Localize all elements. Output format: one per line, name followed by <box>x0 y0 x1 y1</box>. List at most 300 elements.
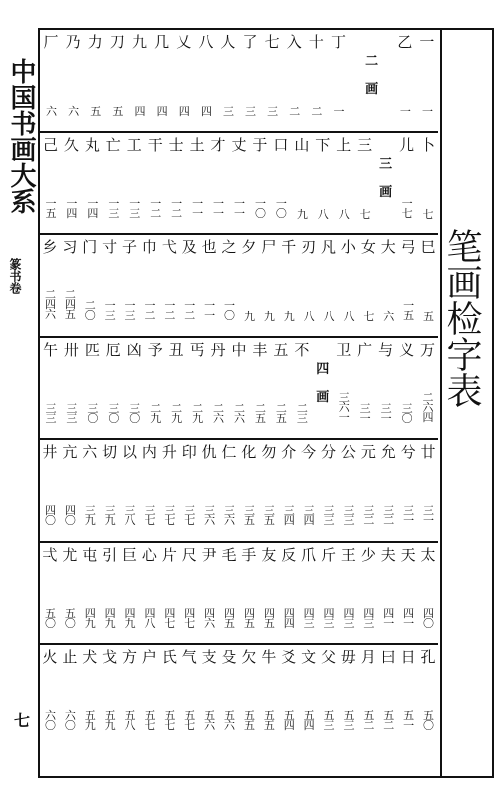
index-entry <box>300 444 318 538</box>
entry-character: 欠 <box>241 648 257 666</box>
index-entry <box>419 239 437 333</box>
index-entry <box>260 239 278 333</box>
entry-character: 寸 <box>102 238 118 256</box>
index-entry <box>359 547 377 641</box>
index-entry <box>251 342 269 436</box>
entry-page-number: 一 三 <box>104 299 115 322</box>
entry-character: 予 <box>147 341 163 359</box>
entry-page-number: 三 五 <box>263 504 274 527</box>
entry-character: 孔 <box>420 648 436 666</box>
entry-page-number: 三 三 <box>323 504 334 527</box>
entry-page-number: 二 三 <box>296 402 307 425</box>
index-entry <box>81 444 99 538</box>
entry-page-number: 三 六 <box>224 504 235 527</box>
index-entry <box>398 342 416 436</box>
index-entry <box>280 649 298 743</box>
entry-character: 不 <box>294 341 310 359</box>
entry-character: 习 <box>62 238 78 256</box>
entry-page-number: 五 七 <box>184 709 195 732</box>
index-entry <box>240 547 258 641</box>
index-entry <box>399 239 417 333</box>
entry-page-number: 一 〇 <box>224 299 235 322</box>
entry-page-number: 四 九 <box>124 607 135 630</box>
index-entry <box>398 137 416 231</box>
entry-character: 方 <box>122 648 138 666</box>
entry-character: 久 <box>63 136 79 154</box>
entry-page-number: 八 <box>303 310 314 323</box>
entry-character: 午 <box>42 341 58 359</box>
index-entry <box>61 649 79 743</box>
stroke-label-char: 画 <box>316 390 330 405</box>
index-entry <box>314 137 332 231</box>
entry-character: 父 <box>321 648 337 666</box>
entry-character: 士 <box>168 136 184 154</box>
index-row <box>40 440 438 542</box>
index-entry <box>125 137 143 231</box>
index-entry <box>335 137 353 231</box>
entry-page-number: 六 <box>68 105 79 118</box>
entry-page-number: 五 九 <box>104 709 115 732</box>
index-entry <box>180 547 198 641</box>
entry-page-number: 四 三 <box>323 607 334 630</box>
index-entry <box>280 444 298 538</box>
entry-character: 人 <box>220 33 236 51</box>
entry-character: 也 <box>201 238 217 256</box>
entry-page-number: 四 <box>134 105 145 118</box>
stroke-label-char: 画 <box>365 82 379 97</box>
entry-page-number: 二 九 <box>171 402 182 425</box>
index-entry <box>125 342 143 436</box>
index-entry <box>61 239 79 333</box>
entry-character: 夕 <box>241 238 257 256</box>
index-table <box>38 28 494 778</box>
index-entry <box>121 649 139 743</box>
entry-character: 刀 <box>109 33 125 51</box>
entry-page-number: 四 六 <box>204 607 215 630</box>
entry-page-number: 三 一 <box>403 504 414 527</box>
entry-page-number: 九 <box>263 310 274 323</box>
stroke-index-title: 笔画检字表 <box>441 228 482 408</box>
entry-page-number: 九 <box>296 208 307 221</box>
entry-character: 仇 <box>201 443 217 461</box>
entry-page-number: 三 〇 <box>108 402 119 425</box>
entry-page-number: 三 九 <box>104 504 115 527</box>
entry-character: 夫 <box>380 546 396 564</box>
index-entry <box>153 34 171 128</box>
entry-character: 义 <box>399 341 415 359</box>
entry-character: 丹 <box>210 341 226 359</box>
index-entry <box>293 342 311 436</box>
entry-character: 化 <box>241 443 257 461</box>
entry-character: 三 <box>357 136 373 154</box>
entry-page-number: 四 <box>200 105 211 118</box>
index-entry <box>146 137 164 231</box>
index-entry <box>200 649 218 743</box>
entry-character: 己 <box>42 136 58 154</box>
entry-page-number: 三 <box>222 105 233 118</box>
entry-character: 乃 <box>65 33 81 51</box>
entry-page-number: 四 〇 <box>423 607 434 630</box>
entry-page-number: 五 七 <box>164 709 175 732</box>
entry-page-number: 五 一 <box>403 709 414 732</box>
index-entry <box>146 342 164 436</box>
index-entry <box>240 239 258 333</box>
entry-page-number: 五 四 <box>283 709 294 732</box>
entry-character: 气 <box>181 648 197 666</box>
index-entry <box>121 547 139 641</box>
entry-character: 门 <box>82 238 98 256</box>
entry-character: 片 <box>161 546 177 564</box>
entry-character: 日 <box>400 648 416 666</box>
entry-page-number: 二 〇 <box>84 299 95 322</box>
entry-character: 屯 <box>82 546 98 564</box>
entry-page-number: 五 七 <box>144 709 155 732</box>
entry-character: 乙 <box>397 33 413 51</box>
index-entry <box>200 239 218 333</box>
entry-character: 八 <box>198 33 214 51</box>
entry-page-number: 五 二 <box>363 709 374 732</box>
index-entry <box>419 137 437 231</box>
entry-page-number: 八 <box>338 208 349 221</box>
index-entry <box>339 547 357 641</box>
entry-page-number: 五 五 <box>243 709 254 732</box>
entry-page-number: 三 七 <box>144 504 155 527</box>
entry-character: 乂 <box>176 33 192 51</box>
entry-character: 于 <box>252 136 268 154</box>
entry-character: 勿 <box>261 443 277 461</box>
entry-character: 凶 <box>126 341 142 359</box>
index-entry <box>240 444 258 538</box>
entry-page-number: 四 九 <box>84 607 95 630</box>
entry-character: 十 <box>308 33 324 51</box>
index-entry <box>121 239 139 333</box>
entry-page-number: 四 一 <box>383 607 394 630</box>
entry-character: 分 <box>321 443 337 461</box>
entry-character: 及 <box>181 238 197 256</box>
entry-character: 巾 <box>141 238 157 256</box>
entry-character: 少 <box>360 546 376 564</box>
entry-character: 山 <box>294 136 310 154</box>
entry-page-number: 六 <box>383 310 394 323</box>
entry-character: 了 <box>242 33 258 51</box>
entry-character: 与 <box>378 341 394 359</box>
entry-page-number: 三 七 <box>184 504 195 527</box>
index-entry <box>300 649 318 743</box>
entry-character: 允 <box>380 443 396 461</box>
entry-character: 戈 <box>102 648 118 666</box>
entry-character: 口 <box>273 136 289 154</box>
entry-page-number: 一 五 <box>403 299 414 322</box>
book-spine <box>4 58 38 214</box>
index-entry <box>167 137 185 231</box>
entry-character: 万 <box>420 341 436 359</box>
index-entry <box>339 649 357 743</box>
entry-character: 切 <box>102 443 118 461</box>
entry-page-number: 三 一 <box>380 402 391 425</box>
index-entry <box>64 34 82 128</box>
index-entry <box>209 137 227 231</box>
index-entry <box>131 34 149 128</box>
entry-page-number: 六 〇 <box>64 709 75 732</box>
entry-character: 曰 <box>380 648 396 666</box>
entry-character: 卅 <box>63 341 79 359</box>
index-entry <box>241 34 259 128</box>
index-entry <box>62 137 80 231</box>
stroke-count-label <box>315 362 331 418</box>
entry-character: 中 <box>231 341 247 359</box>
stroke-label-char: 三 <box>379 157 393 172</box>
entry-page-number: 五 六 <box>204 709 215 732</box>
entry-character: 介 <box>281 443 297 461</box>
entry-page-number: 三 三 <box>66 402 77 425</box>
bottom-border <box>440 776 494 778</box>
entry-character: 井 <box>42 443 58 461</box>
index-entry <box>188 342 206 436</box>
entry-page-number: 五 五 <box>263 709 274 732</box>
entry-page-number: 二 四 六 <box>44 288 55 321</box>
entry-page-number: 三 五 <box>243 504 254 527</box>
entry-page-number: 二 九 <box>192 402 203 425</box>
index-entry <box>377 342 395 436</box>
entry-character: 卜 <box>420 136 436 154</box>
entry-page-number: 七 <box>422 208 433 221</box>
index-entry <box>280 239 298 333</box>
entry-page-number: 二 五 <box>275 402 286 425</box>
entry-page-number: 六 〇 <box>44 709 55 732</box>
right-border <box>492 28 494 778</box>
entry-page-number: 七 <box>363 310 374 323</box>
entry-character: 兮 <box>400 443 416 461</box>
entry-character: 斤 <box>321 546 337 564</box>
entry-page-number: 二 九 <box>150 402 161 425</box>
entry-character: 元 <box>360 443 376 461</box>
entry-page-number: 一 二 <box>184 299 195 322</box>
index-entry <box>359 239 377 333</box>
entry-character: 下 <box>315 136 331 154</box>
entry-character: 犬 <box>82 648 98 666</box>
index-entry <box>180 239 198 333</box>
index-entry <box>160 547 178 641</box>
entry-page-number: 二 <box>311 105 322 118</box>
entry-character: 凡 <box>321 238 337 256</box>
entry-page-number: 四 <box>178 105 189 118</box>
entry-page-number: 五 八 <box>124 709 135 732</box>
entry-character: 支 <box>201 648 217 666</box>
entry-page-number: 三 一 <box>423 504 434 527</box>
entry-page-number: 五 二 <box>383 709 394 732</box>
index-entry <box>280 547 298 641</box>
entry-page-number: 一 一 <box>192 197 203 220</box>
entry-character: 火 <box>42 648 58 666</box>
entry-character: 毋 <box>340 648 356 666</box>
entry-page-number: 一 〇 <box>275 197 286 220</box>
entry-page-number: 三 三 <box>45 402 56 425</box>
entry-page-number: 五 四 <box>303 709 314 732</box>
entry-page-number: 二 四 五 <box>64 288 75 321</box>
entry-page-number: 一 三 <box>124 299 135 322</box>
entry-page-number: 一 二 <box>171 197 182 220</box>
stroke-count-label <box>378 157 394 213</box>
index-entry <box>220 547 238 641</box>
entry-page-number: 三 〇 <box>87 402 98 425</box>
entry-character: 乡 <box>42 238 58 256</box>
index-entry <box>320 239 338 333</box>
index-entry <box>140 444 158 538</box>
entry-character: 干 <box>147 136 163 154</box>
index-entry <box>300 239 318 333</box>
entry-page-number: 八 <box>317 208 328 221</box>
entry-page-number: 五 <box>90 105 101 118</box>
entry-character: 今 <box>301 443 317 461</box>
index-entry <box>41 342 59 436</box>
entry-character: 巨 <box>122 546 138 564</box>
entry-page-number: 五 九 <box>84 709 95 732</box>
entry-character: 户 <box>141 648 157 666</box>
stroke-label-char: 四 <box>316 362 330 377</box>
index-entry <box>41 137 59 231</box>
index-entry <box>359 444 377 538</box>
index-entry <box>101 547 119 641</box>
index-entry <box>320 649 338 743</box>
index-entry <box>396 34 414 128</box>
entry-page-number: 四 七 <box>164 607 175 630</box>
entry-character: 文 <box>301 648 317 666</box>
entry-character: 公 <box>340 443 356 461</box>
entry-page-number: 七 <box>359 208 370 221</box>
entry-character: 升 <box>161 443 177 461</box>
index-row <box>40 543 438 645</box>
index-row <box>40 338 438 440</box>
entry-page-number: 一 <box>421 105 432 118</box>
index-entry <box>293 137 311 231</box>
entry-page-number: 二 五 <box>254 402 265 425</box>
index-entry <box>81 649 99 743</box>
entry-character: 弋 <box>161 238 177 256</box>
entry-page-number: 三 <box>267 105 278 118</box>
entry-character: 氏 <box>161 648 177 666</box>
entry-character: 一 <box>419 33 435 51</box>
index-entry <box>188 137 206 231</box>
entry-character: 广 <box>357 341 373 359</box>
entry-page-number: 四 八 <box>144 607 155 630</box>
entry-page-number: 一 三 <box>129 197 140 220</box>
index-entry <box>339 444 357 538</box>
index-row <box>40 133 438 235</box>
index-entry <box>230 342 248 436</box>
entry-page-number: 三 四 <box>283 504 294 527</box>
index-entry <box>339 239 357 333</box>
entry-character: 土 <box>189 136 205 154</box>
entry-page-number: 一 〇 <box>254 197 265 220</box>
entry-character: 爻 <box>281 648 297 666</box>
entry-page-number: 五 <box>112 105 123 118</box>
entry-page-number: 四 三 <box>343 607 354 630</box>
entry-character: 之 <box>221 238 237 256</box>
entry-character: 儿 <box>399 136 415 154</box>
index-row <box>40 30 438 132</box>
entry-character: 反 <box>281 546 297 564</box>
entry-character: 印 <box>181 443 197 461</box>
index-entry <box>260 444 278 538</box>
entry-page-number: 一 七 <box>401 197 412 220</box>
index-entry <box>419 444 437 538</box>
entry-character: 千 <box>281 238 297 256</box>
entry-character: 亢 <box>62 443 78 461</box>
index-entry <box>320 444 338 538</box>
entry-character: 丐 <box>189 341 205 359</box>
entry-page-number: 三 一 <box>359 402 370 425</box>
index-entry <box>379 444 397 538</box>
entry-character: 手 <box>241 546 257 564</box>
index-entry <box>62 342 80 436</box>
index-entry <box>219 34 237 128</box>
entry-character: 丁 <box>330 33 346 51</box>
index-entry <box>285 34 303 128</box>
entry-character: 引 <box>102 546 118 564</box>
entry-page-number: 五 三 <box>343 709 354 732</box>
entry-page-number: 八 <box>343 310 354 323</box>
index-entry <box>379 649 397 743</box>
entry-page-number: 三 九 <box>84 504 95 527</box>
index-entry <box>251 137 269 231</box>
entry-character: 亡 <box>105 136 121 154</box>
entry-character: 大 <box>380 238 396 256</box>
entry-page-number: 四 五 <box>243 607 254 630</box>
entry-character: 弓 <box>400 238 416 256</box>
index-entry <box>260 649 278 743</box>
entry-character: 尸 <box>261 238 277 256</box>
index-entry <box>200 444 218 538</box>
index-entry <box>230 137 248 231</box>
entry-page-number: 四 三 <box>303 607 314 630</box>
index-entry <box>209 342 227 436</box>
entry-page-number: 六 <box>46 105 57 118</box>
entry-page-number: 四 九 <box>104 607 115 630</box>
entry-character: 九 <box>131 33 147 51</box>
entry-page-number: 一 <box>333 105 344 118</box>
entry-page-number: 四 <box>156 105 167 118</box>
entry-page-number: 五 〇 <box>423 709 434 732</box>
entry-page-number: 五 〇 <box>64 607 75 630</box>
entry-page-number: 九 <box>243 310 254 323</box>
index-entry <box>359 649 377 743</box>
index-entry <box>419 342 437 436</box>
entry-character: 牛 <box>261 648 277 666</box>
entry-character: 仁 <box>221 443 237 461</box>
entry-character: 太 <box>420 546 436 564</box>
entry-character: 内 <box>141 443 157 461</box>
entry-page-number: 二 六 四 <box>422 391 433 424</box>
index-entry <box>200 547 218 641</box>
index-entry <box>41 547 59 641</box>
entry-page-number: 三 三 <box>343 504 354 527</box>
index-entry <box>320 547 338 641</box>
index-entry <box>356 137 374 231</box>
index-entry <box>42 34 60 128</box>
entry-page-number: 三 〇 <box>401 402 412 425</box>
index-entry <box>61 547 79 641</box>
entry-page-number: 四 〇 <box>64 504 75 527</box>
entry-page-number: 五 〇 <box>44 607 55 630</box>
entry-page-number: 三 六 <box>204 504 215 527</box>
entry-character: 厂 <box>43 33 59 51</box>
index-entry <box>140 239 158 333</box>
entry-page-number: 三 四 <box>303 504 314 527</box>
index-entry <box>108 34 126 128</box>
entry-page-number: 五 六 <box>224 709 235 732</box>
entry-page-number: 一 二 <box>164 299 175 322</box>
entry-page-number: 五 <box>423 310 434 323</box>
